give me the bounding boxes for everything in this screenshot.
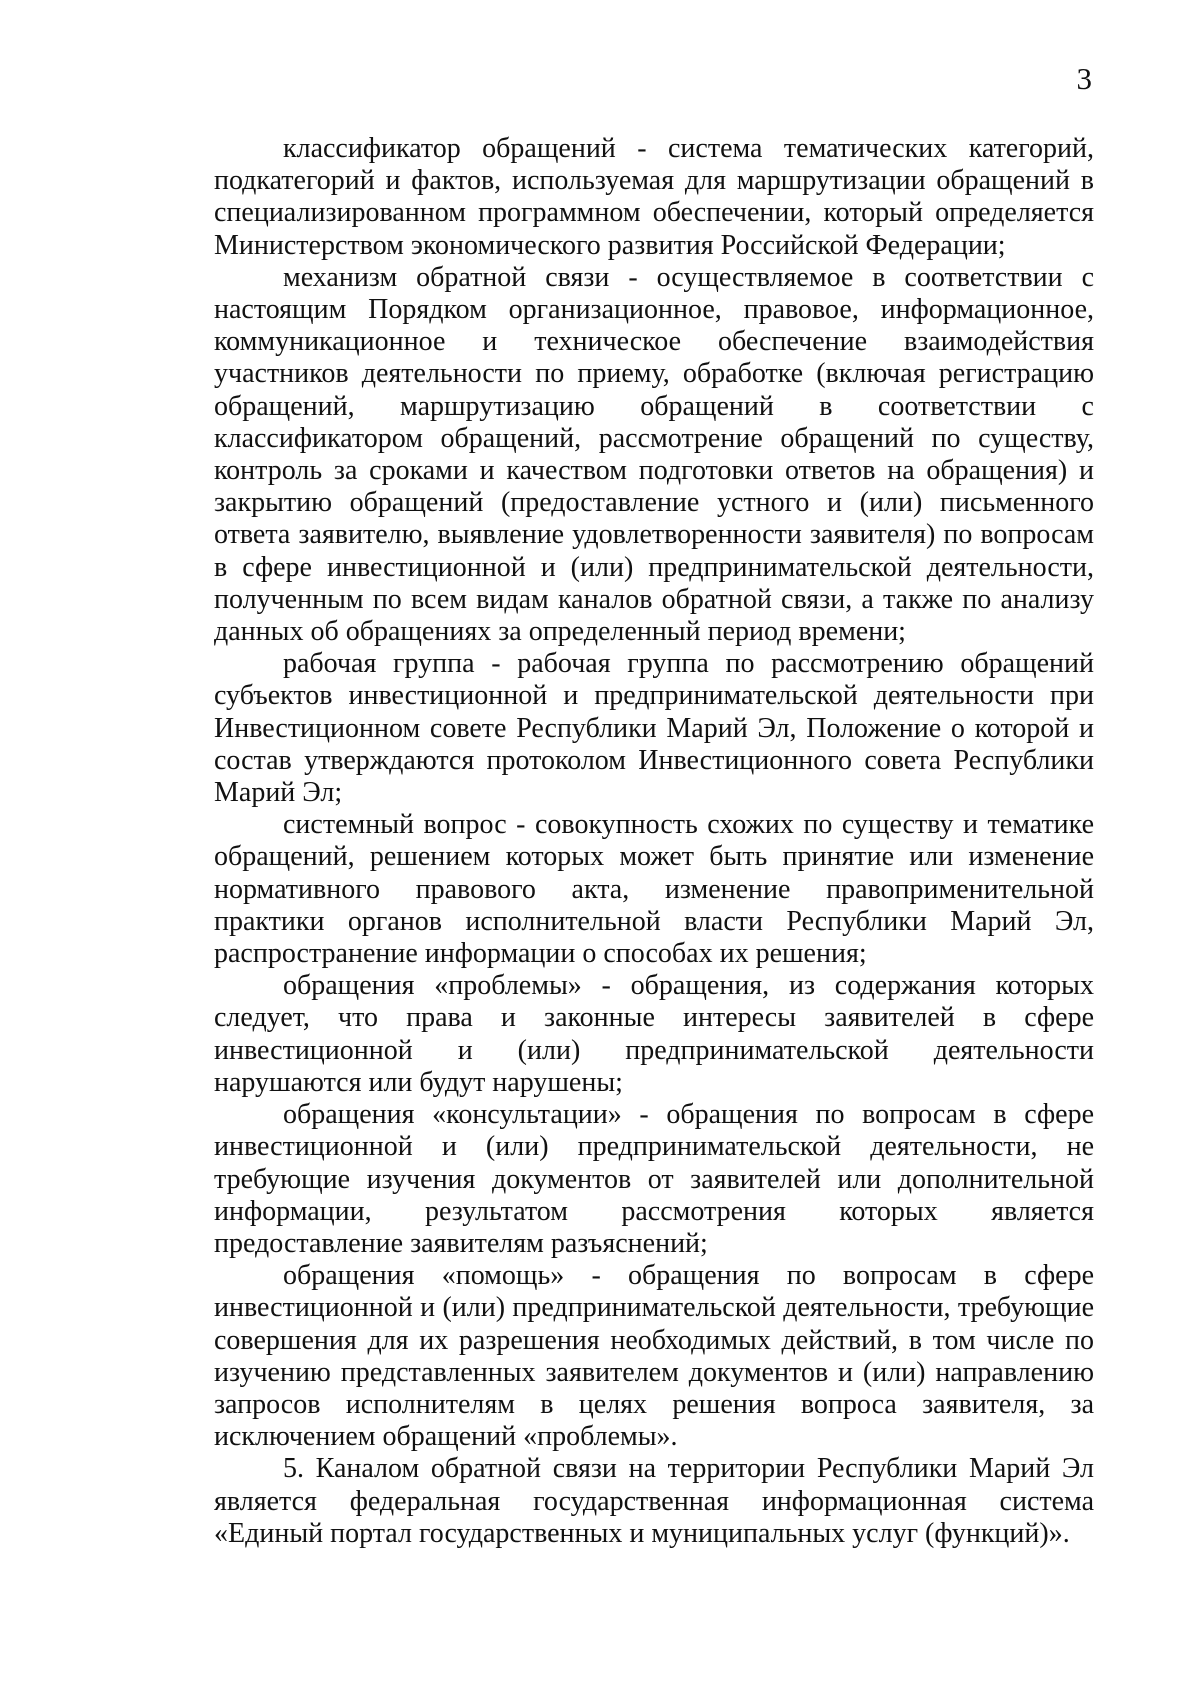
paragraph-problem-complaints: обращения «проблемы» - обращения, из содержания которых следует, что права и законные интересы заявителей в сфере инвестиционной и (или) предпринимательской деятельности нарушаются или будут нарушены; (214, 970, 1094, 1098)
paragraph-feedback-mechanism: механизм обратной связи - осуществляемое в соответствии с настоящим Порядком организационное, правовое, информационное, коммуникационное и техническое обеспечение взаимодействия участников деятельности по приему, обработке (включая регистрацию обращений, маршрутизацию обращений в соответствии с классификатором обращений, рассмотрение обращений по существу, контроль за сроками и качеством подготовки ответов на обращения) и закрытию обращений (предоставление устного и (или) письменного ответа заявителю, выявление удовлетворенности заявителя) по вопросам в сфере инвестиционной и (или) предпринимательской деятельности, полученным по всем видам каналов обратной связи, а также по анализу данных об обращениях за определенный период времени; (214, 261, 1094, 648)
paragraph-consultation-complaints: обращения «консультации» - обращения по вопросам в сфере инвестиционной и (или) предпринимательской деятельности, не требующие изучения документов от заявителей или дополнительной информации, результатом рассмотрения которых является предоставление заявителям разъяснений; (214, 1099, 1094, 1259)
document-body (214, 133, 1094, 1550)
paragraph-working-group: рабочая группа - рабочая группа по рассмотрению обращений субъектов инвестиционной и предпринимательской деятельности при Инвестиционном совете Республики Марий Эл, Положение о которой и состав утверждаются протоколом Инвестиционного совета Республики Марий Эл; (214, 648, 1094, 809)
paragraph-help-complaints: обращения «помощь» - обращения по вопросам в сфере инвестиционной и (или) предпринимательской деятельности, требующие совершения для их разрешения необходимых действий, в том числе по изучению представленных заявителем документов и (или) направлению запросов исполнителям в целях решения вопроса заявителя, за исключением обращений «проблемы». (214, 1260, 1094, 1453)
paragraph-feedback-channel: 5. Каналом обратной связи на территории Республики Марий Эл является федеральная государственная информационная система «Единый портал государственных и муниципальных услуг (функций)». (214, 1453, 1094, 1549)
paragraph-complaint-classifier: классификатор обращений - система тематических категорий, подкатегорий и фактов, используемая для маршрутизации обращений в специализированном программном обеспечении, который определяется Министерством экономического развития Российской Федерации; (214, 133, 1094, 261)
paragraph-systemic-issue: системный вопрос - совокупность схожих по существу и тематике обращений, решением которых может быть принятие или изменение нормативного правового акта, изменение правоприменительной практики органов исполнительной власти Республики Марий Эл, распространение информации о способах их решения; (214, 809, 1094, 970)
page-number: 3 (1076, 61, 1092, 96)
